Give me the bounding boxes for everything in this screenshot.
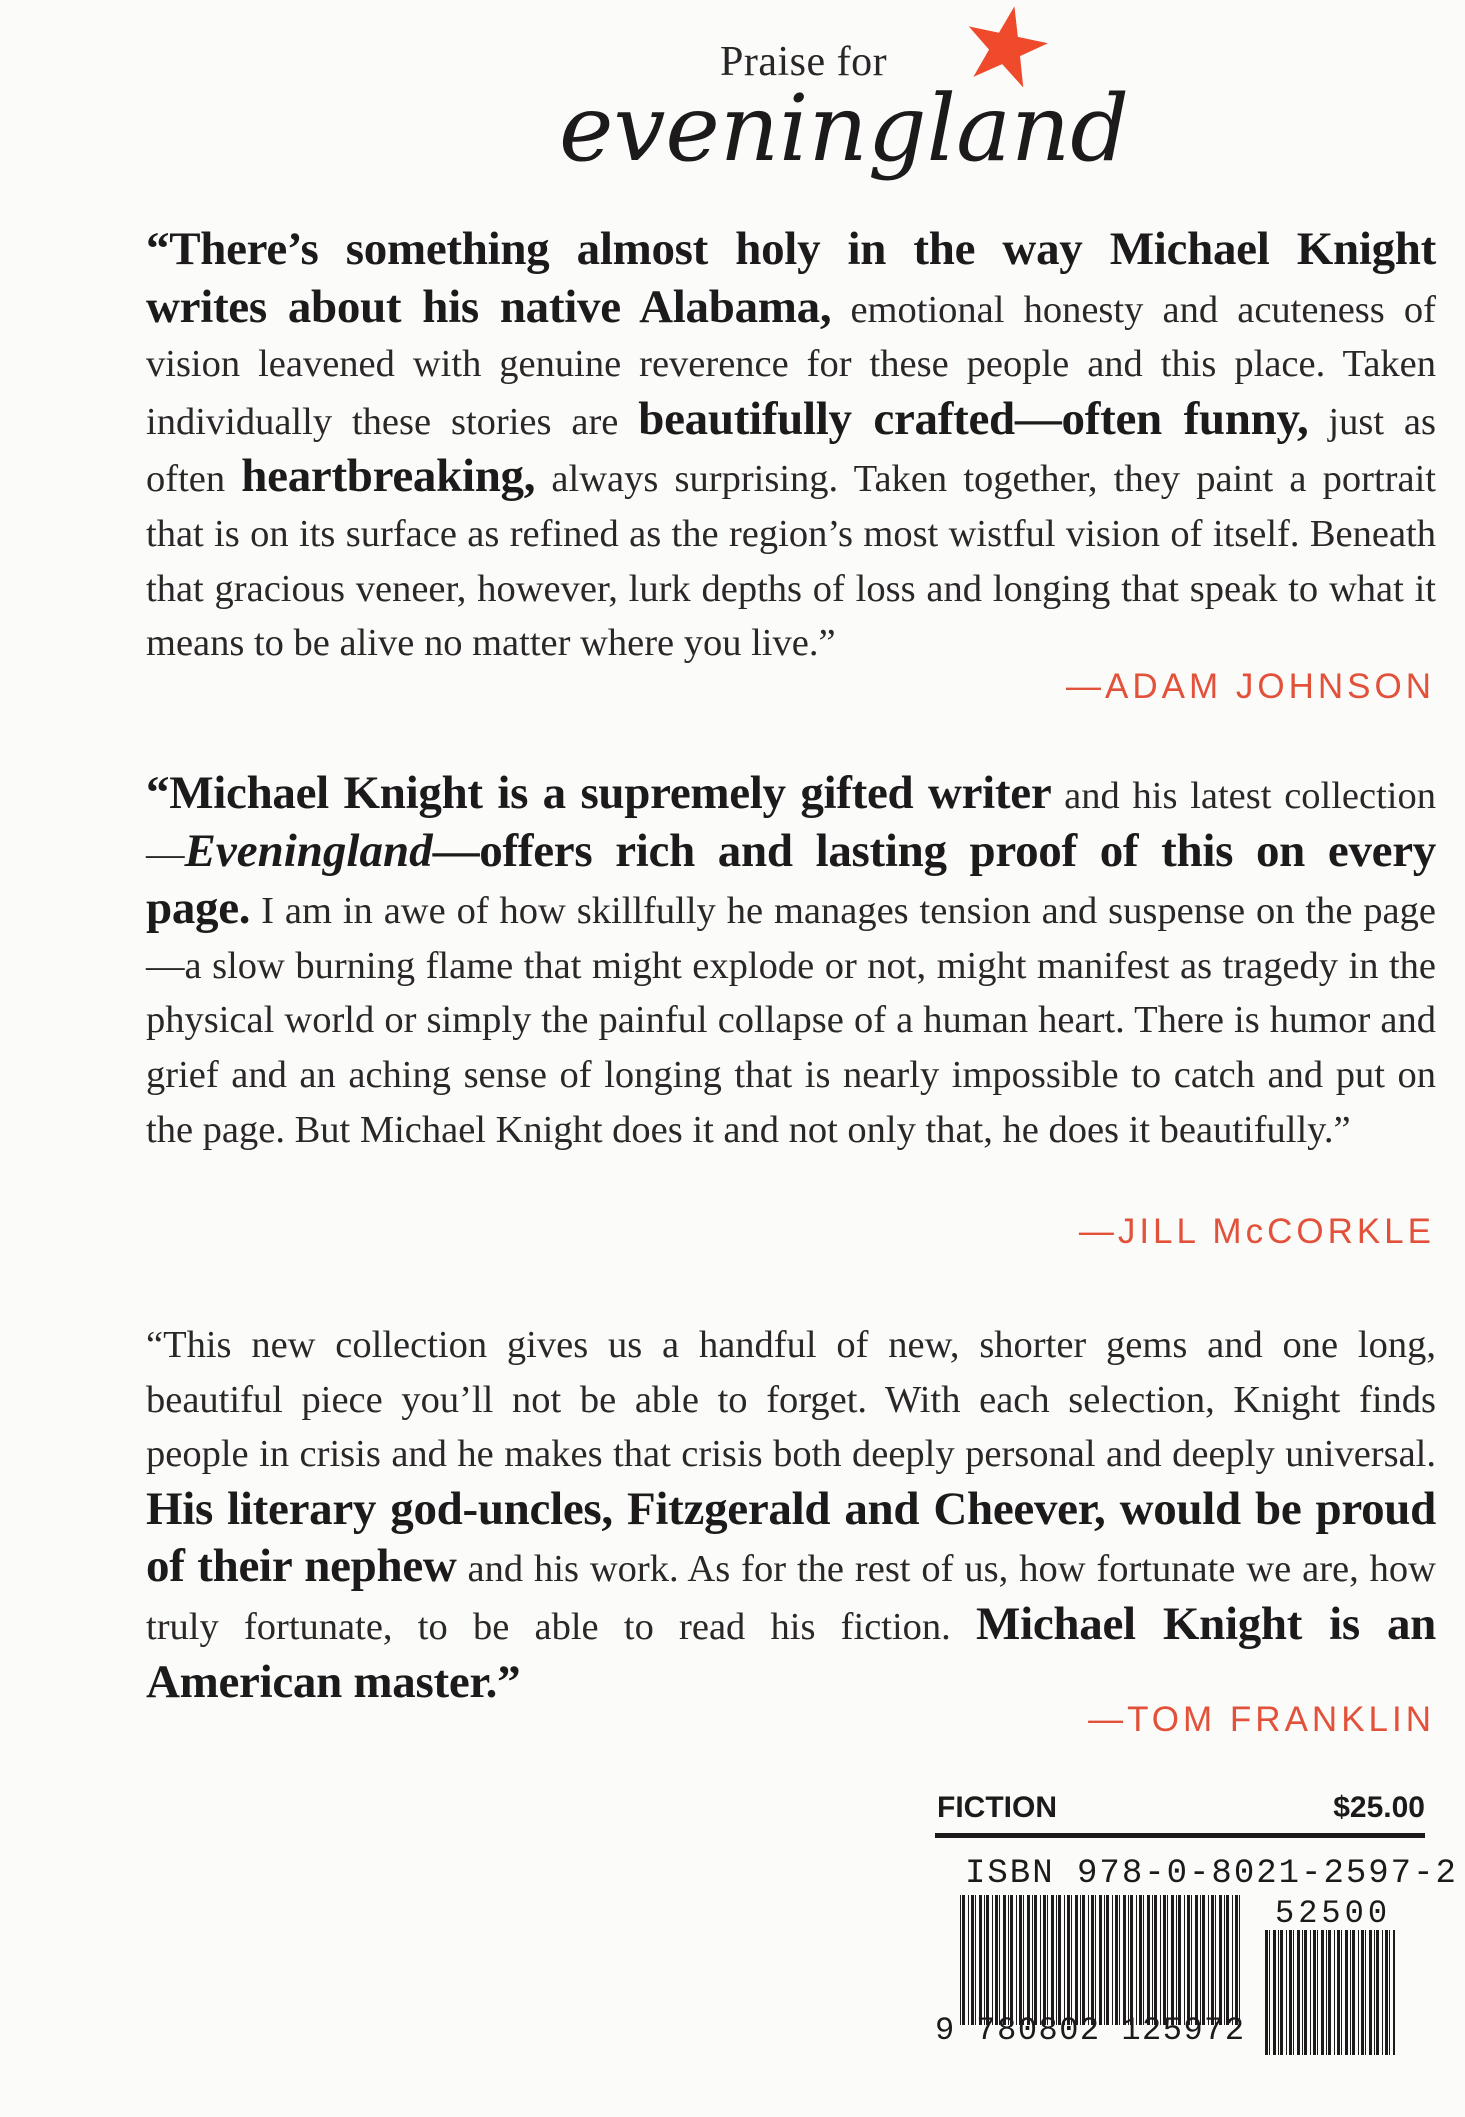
attribution-jill-mccorkle: —JILL McCORKLE: [1078, 1212, 1435, 1251]
barcode-bar: [1051, 1895, 1054, 2025]
barcode-bar: [1171, 1895, 1174, 2025]
barcode-bar: [960, 1895, 961, 2025]
barcode-bar: [1136, 1895, 1137, 2025]
barcode-bar: [1202, 1895, 1205, 2025]
barcode-bar: [1385, 1930, 1388, 2055]
barcode-bar: [962, 1895, 965, 2025]
addon-digits: 52500: [1275, 1895, 1392, 1932]
blurb-adam-johnson: [146, 222, 1436, 671]
barcode-bar: [1382, 1930, 1383, 2055]
barcode-bar: [1224, 1895, 1225, 2025]
barcode-bar: [1326, 1930, 1327, 2055]
blurb-text: just as often: [146, 400, 1436, 501]
barcode-bar: [1143, 1895, 1144, 2025]
barcode-bar: [1187, 1895, 1190, 2025]
barcode-bar: [1058, 1895, 1061, 2025]
blurb-text: always surprising. Taken together, they paint a portrait that is on its surface as refined as the region’s most wistful vision of itself. Beneath that gracious veneer, however, lurk depths of loss and longing that speak to what it means to be alive no matter where you live.”: [146, 458, 1436, 665]
barcode-bar: [1278, 1930, 1279, 2055]
barcode-bar: [1080, 1895, 1081, 2025]
barcode-bar: [1376, 1930, 1379, 2055]
barcode-bar: [1130, 1895, 1133, 2025]
barcode-bar: [1019, 1895, 1022, 2025]
barcode-bar: [986, 1895, 989, 2025]
barcode-bar: [971, 1895, 974, 2025]
barcode-bar: [968, 1895, 969, 2025]
barcode-bar: [1269, 1930, 1270, 2055]
barcode-bar: [1289, 1930, 1292, 2055]
barcode-bar: [1361, 1930, 1364, 2055]
barcode-bar: [1334, 1930, 1335, 2055]
barcode-bar: [1032, 1895, 1033, 2025]
barcode-bar: [1163, 1895, 1166, 2025]
blurb-text: emotional honesty and acuteness of vision leavened with genuine reverence for these people and this place. Taken individually these stories are: [146, 288, 1437, 443]
barcode-bar: [1176, 1895, 1177, 2025]
barcode-bar: [1115, 1895, 1118, 2025]
barcode-bar: [1358, 1930, 1359, 2055]
barcode-bar: [1178, 1895, 1181, 2025]
blurb-text: I am in awe of how skillfully he manages tension and suspense on the page—a slow burning flame that might explode or not, might manifest as tragedy in the physical world or simply the painful collapse of a human heart. There is humor and grief and an aching sense of longing that is nearly impossible to catch and put on the page. But Michael Knight does it and not only that, he does it beautifully.”: [146, 890, 1436, 1151]
blurb-text: “This new collection gives us a handful of new, shorter gems and one long, beautiful piece you’ll not be able to forget. With each selection, Knight finds people in crisis and he makes that crisis both deeply personal and deeply universal.: [146, 1324, 1436, 1476]
barcode-bar: [1200, 1895, 1201, 2025]
barcode-bar: [1365, 1930, 1366, 2055]
barcode-bar: [1123, 1895, 1126, 2025]
barcode-bar: [1095, 1895, 1096, 2025]
barcode-bar: [1160, 1895, 1161, 2025]
barcode-bar: [1091, 1895, 1094, 2025]
praise-for-heading: Praise for: [720, 39, 888, 85]
barcode-bar: [1075, 1895, 1078, 2025]
barcode-bar: [1154, 1895, 1157, 2025]
barcode-bar: [1119, 1895, 1120, 2025]
barcode-bar: [1208, 1895, 1209, 2025]
barcode-bar: [1016, 1895, 1017, 2025]
ean-barcode-bars: [960, 1895, 1242, 2025]
barcode-bar: [1071, 1895, 1072, 2025]
barcode-bar: [1219, 1895, 1222, 2025]
blurb-emphasis: Eveningland: [184, 824, 433, 877]
barcode-bar: [1345, 1930, 1348, 2055]
attribution-tom-franklin: —TOM FRANKLIN: [1088, 1700, 1435, 1739]
barcode-bar: [1321, 1930, 1324, 2055]
blurb-tom-franklin: [146, 1318, 1436, 1712]
isbn-label: ISBN 978-0-8021-2597-2: [965, 1855, 1458, 1893]
barcode-bar: [1273, 1930, 1276, 2055]
barcode-bar: [1211, 1895, 1214, 2025]
barcode-bar: [1184, 1895, 1185, 2025]
barcode-bar: [1286, 1930, 1287, 2055]
blurb-emphasis: beautifully crafted—often funny,: [638, 392, 1309, 445]
barcode-bar: [1195, 1895, 1198, 2025]
barcode-bar: [1099, 1895, 1102, 2025]
barcode-bar: [1056, 1895, 1057, 2025]
blurb-jill-mccorkle: [146, 766, 1436, 1157]
blurb-text: and his work. As for the rest of us, how fortunate we are, how truly fortunate, to be able to read his fiction.: [146, 1548, 1436, 1648]
barcode-bar: [1112, 1895, 1113, 2025]
barcode-bar: [1317, 1930, 1318, 2055]
book-title-text: eveningland: [559, 75, 1130, 182]
barcode-bar: [1167, 1895, 1168, 2025]
barcode-bar: [1350, 1930, 1351, 2055]
blurb-emphasis: Michael Knight is an American master.”: [146, 1597, 1436, 1708]
barcode-bar: [1374, 1930, 1375, 2055]
barcode-bar: [1047, 1895, 1048, 2025]
barcode-bar: [1369, 1930, 1372, 2055]
blurb-emphasis: heartbreaking,: [241, 450, 536, 503]
price-label: $25.00: [1333, 1791, 1425, 1824]
barcode-bar: [1008, 1895, 1009, 2025]
barcode-bar: [1239, 1895, 1240, 2025]
barcode-bar: [992, 1895, 993, 2025]
barcode-bar: [979, 1895, 982, 2025]
barcode-bar: [1128, 1895, 1129, 2025]
barcode-bar: [1040, 1895, 1041, 2025]
barcode-bar: [1003, 1895, 1006, 2025]
barcode-bar: [999, 1895, 1000, 2025]
barcode-bar: [1104, 1895, 1105, 2025]
barcode-bar: [1389, 1930, 1390, 2055]
barcode-bar: [1010, 1895, 1013, 2025]
barcode-bar: [1034, 1895, 1037, 2025]
blurb-emphasis: “Michael Knight is a supremely gifted writer: [146, 767, 1052, 819]
barcode-bar: [975, 1895, 976, 2025]
barcode-bar: [1191, 1895, 1192, 2025]
barcode-bar: [1297, 1930, 1300, 2055]
barcode-bar: [1064, 1895, 1065, 2025]
barcode-bar: [1152, 1895, 1153, 2025]
barcode-bar: [1393, 1930, 1395, 2055]
genre-label: FICTION: [937, 1791, 1057, 1824]
barcode-bar: [1328, 1930, 1331, 2055]
barcode-bar: [1313, 1930, 1316, 2055]
barcode-bar: [1304, 1930, 1307, 2055]
barcode-bar: [1088, 1895, 1089, 2025]
barcode-bar: [1232, 1895, 1233, 2025]
ean-digits: 9 780802 125972: [935, 2012, 1246, 2049]
blurb-emphasis: —offers rich and lasting proof of this on every page.: [146, 824, 1436, 935]
barcode-bar: [1310, 1930, 1311, 2055]
barcode-bar: [1341, 1930, 1342, 2055]
barcode-bar: [1352, 1930, 1355, 2055]
barcode-bar: [1027, 1895, 1030, 2025]
barcode-bar: [1147, 1895, 1150, 2025]
price-row: [935, 1785, 1425, 1838]
blurb-text: and his latest collection—: [146, 775, 1437, 875]
blurb-emphasis: His literary god-uncles, Fitzgerald and Cheever, would be proud of their nephew: [146, 1482, 1436, 1593]
barcode-bar: [1043, 1895, 1046, 2025]
barcode-bar: [1067, 1895, 1070, 2025]
barcode-bar: [1023, 1895, 1024, 2025]
barcode-bar: [1139, 1895, 1142, 2025]
barcode-bar: [1215, 1895, 1216, 2025]
barcode-bar: [1235, 1895, 1238, 2025]
barcode-bar: [984, 1895, 985, 2025]
book-title-script: [555, 75, 1130, 220]
barcode-bar: [1226, 1895, 1229, 2025]
barcode-bar: [1280, 1930, 1283, 2055]
addon-barcode-bars: [1265, 1930, 1395, 2055]
barcode-bar: [1106, 1895, 1109, 2025]
barcode-bar: [1082, 1895, 1085, 2025]
barcode-bar: [1302, 1930, 1303, 2055]
barcode-bar: [1337, 1930, 1340, 2055]
blurb-emphasis: “There’s something almost holy in the way Michael Knight writes about his native Alabama,: [146, 223, 1436, 333]
barcode-bar: [1265, 1930, 1268, 2055]
attribution-adam-johnson: —ADAM JOHNSON: [1066, 667, 1435, 706]
barcode-bar: [1293, 1930, 1294, 2055]
barcode-bar: [995, 1895, 998, 2025]
